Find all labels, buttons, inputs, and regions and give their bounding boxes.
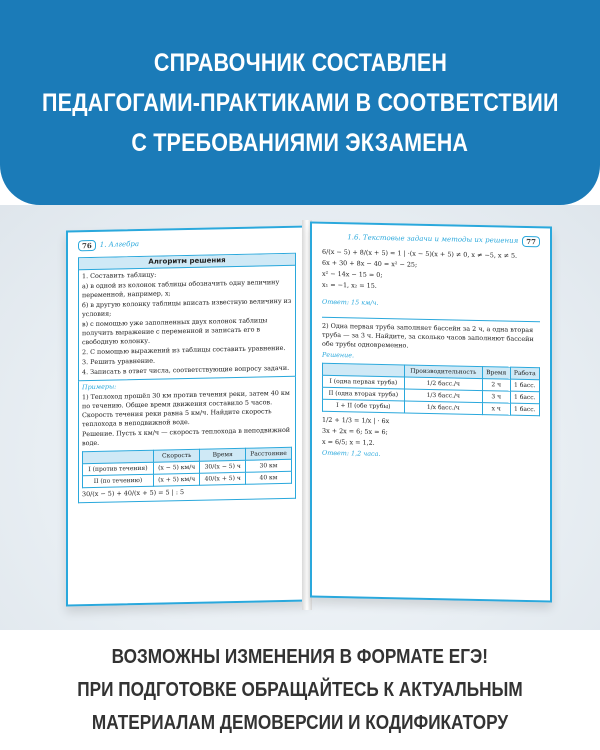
- right-page: [310, 221, 552, 602]
- algorithm-step: а) в одной из колонок таблицы обозначить одну величину переменной, например, x;: [82, 278, 280, 300]
- math-line: 6x + 30 + 8x − 40 = x² − 25;: [322, 258, 418, 269]
- banner-line-1: СПРАВОЧНИК СОСТАВЛЕН: [153, 48, 447, 77]
- table-cell: x ч: [482, 403, 510, 416]
- pipes-table: [322, 363, 540, 417]
- task-2-text: 2) Одна первая труба заполняет бассейн за 2 ч, а одна вторая труба — за 3 ч. Найдите, за сколько часов заполняют бассейн обе трубы одновременно.: [322, 321, 534, 350]
- table-header: Работа: [510, 367, 539, 380]
- table-cell: I + II (обе трубы): [323, 399, 405, 413]
- math-line: x² − 14x − 15 = 0;: [322, 269, 383, 279]
- left-page: [66, 225, 308, 606]
- table-cell: I (одна первая труба): [323, 375, 405, 389]
- table-header: Производительность: [404, 365, 482, 379]
- table-cell: 30/(x − 5) ч: [200, 460, 246, 473]
- section-title: 1. Алгебра: [99, 240, 140, 249]
- algorithm-step: 3. Решить уравнение.: [82, 356, 156, 367]
- table-header: Расстояние: [246, 447, 292, 460]
- examples-label: Примеры:: [82, 382, 117, 392]
- table-cell: 30 км: [246, 459, 292, 472]
- solution-label: Решение.: [322, 350, 355, 360]
- algorithm-box: [78, 253, 296, 382]
- footer-line-3: МАТЕРИАЛАМ ДЕМОВЕРСИИ И КОДИФИКАТОРУ: [91, 711, 509, 734]
- table-cell: 1 басс.: [510, 391, 539, 404]
- solution-text: Решение. Пусть x км/ч — скорость теплохода в неподвижной воде.: [82, 425, 291, 448]
- table-cell: 1 басс.: [510, 379, 539, 392]
- solution-lines: [322, 248, 540, 312]
- algorithm-step: б) в другую колонку таблицы вписать известную величину из условия;: [82, 296, 292, 319]
- example-text: 1) Теплоход прошёл 30 км против течения реки, затем 40 км по течению. Общее время движения составило 5 часов. Скорость течения реки равна 5 км/ч. Найдите скорость теплохода в неподвижной воде.: [82, 388, 290, 429]
- math-line: 6/(x − 5) + 8/(x + 5) = 1 | ·(x − 5)(x + 5) ≠ 0, x ≠ −5, x ≠ 5.: [322, 247, 518, 260]
- table-cell: 1/2 басс./ч: [404, 377, 482, 391]
- banner-line-2: ПЕДАГОГАМИ-ПРАКТИКАМИ В СООТВЕТСТВИИ: [41, 88, 559, 117]
- examples-box: [78, 377, 296, 504]
- table-cell: 40/(x + 5) ч: [200, 472, 246, 485]
- page-number: 76: [78, 240, 96, 251]
- section-title: 1.6. Текстовые задачи и методы их решения: [347, 233, 519, 245]
- table-header: Скорость: [153, 449, 199, 462]
- footer-line-2: ПРИ ПОДГОТОВКЕ ОБРАЩАЙТЕСЬ К АКТУАЛЬНЫМ: [77, 678, 523, 701]
- equation: 30/(x − 5) + 40/(x + 5) = 5 | : 5: [82, 488, 185, 499]
- footer-notice: [0, 630, 600, 750]
- table-cell: II (одна вторая труба): [323, 387, 405, 401]
- solve-lines: [322, 416, 540, 463]
- table-cell: (x + 5) км/ч: [153, 473, 199, 486]
- table-cell: 2 ч: [482, 379, 510, 392]
- footer-line-1: ВОЗМОЖНЫ ИЗМЕНЕНИЯ В ФОРМАТЕ ЕГЭ!: [111, 645, 489, 668]
- table-cell: 1/x басс./ч: [404, 401, 482, 415]
- answer-2: Ответ: 1,2 часа.: [322, 448, 381, 458]
- speed-table: [82, 447, 292, 488]
- table-header: Время: [482, 367, 510, 380]
- algorithm-step: 2. С помощью выражений из таблицы составить уравнение.: [82, 343, 286, 357]
- answer-1: Ответ: 15 км/ч.: [322, 297, 379, 307]
- table-cell: II (по течению): [83, 474, 154, 487]
- algorithm-step: 1. Составить таблицу:: [82, 270, 157, 281]
- algorithm-title: Алгоритм решения: [79, 254, 295, 271]
- left-page-header: [78, 236, 296, 252]
- table-cell: (x − 5) км/ч: [153, 461, 199, 474]
- table-cell: I (против течения): [83, 462, 154, 475]
- banner-line-3: С ТРЕБОВАНИЯМИ ЭКЗАМЕНА: [131, 128, 469, 157]
- math-line: x = 6/5; x = 1,2.: [322, 437, 375, 447]
- table-cell: 1 басс.: [510, 403, 539, 416]
- page-number: 77: [522, 236, 540, 247]
- table-cell: 1/3 басс./ч: [404, 389, 482, 403]
- top-banner: [0, 0, 600, 205]
- table-cell: 40 км: [246, 471, 292, 484]
- math-line: x₁ = −1, x₂ = 15.: [322, 280, 377, 290]
- table-cell: 3 ч: [482, 391, 510, 404]
- math-line: 3x + 2x = 6; 5x = 6;: [322, 426, 388, 437]
- algorithm-step: в) с помощью уже заполненных двух колонок таблицы получить выражение с переменной и записать его в свободную колонку.: [82, 316, 268, 347]
- open-book: [62, 218, 552, 613]
- right-page-header: [322, 232, 540, 248]
- algorithm-step: 4. Записать в ответ числа, соответствующие вопросу задачи.: [82, 363, 290, 377]
- table-header: Время: [200, 448, 246, 461]
- math-line: 1/2 + 1/3 = 1/x | · 6x: [322, 415, 390, 426]
